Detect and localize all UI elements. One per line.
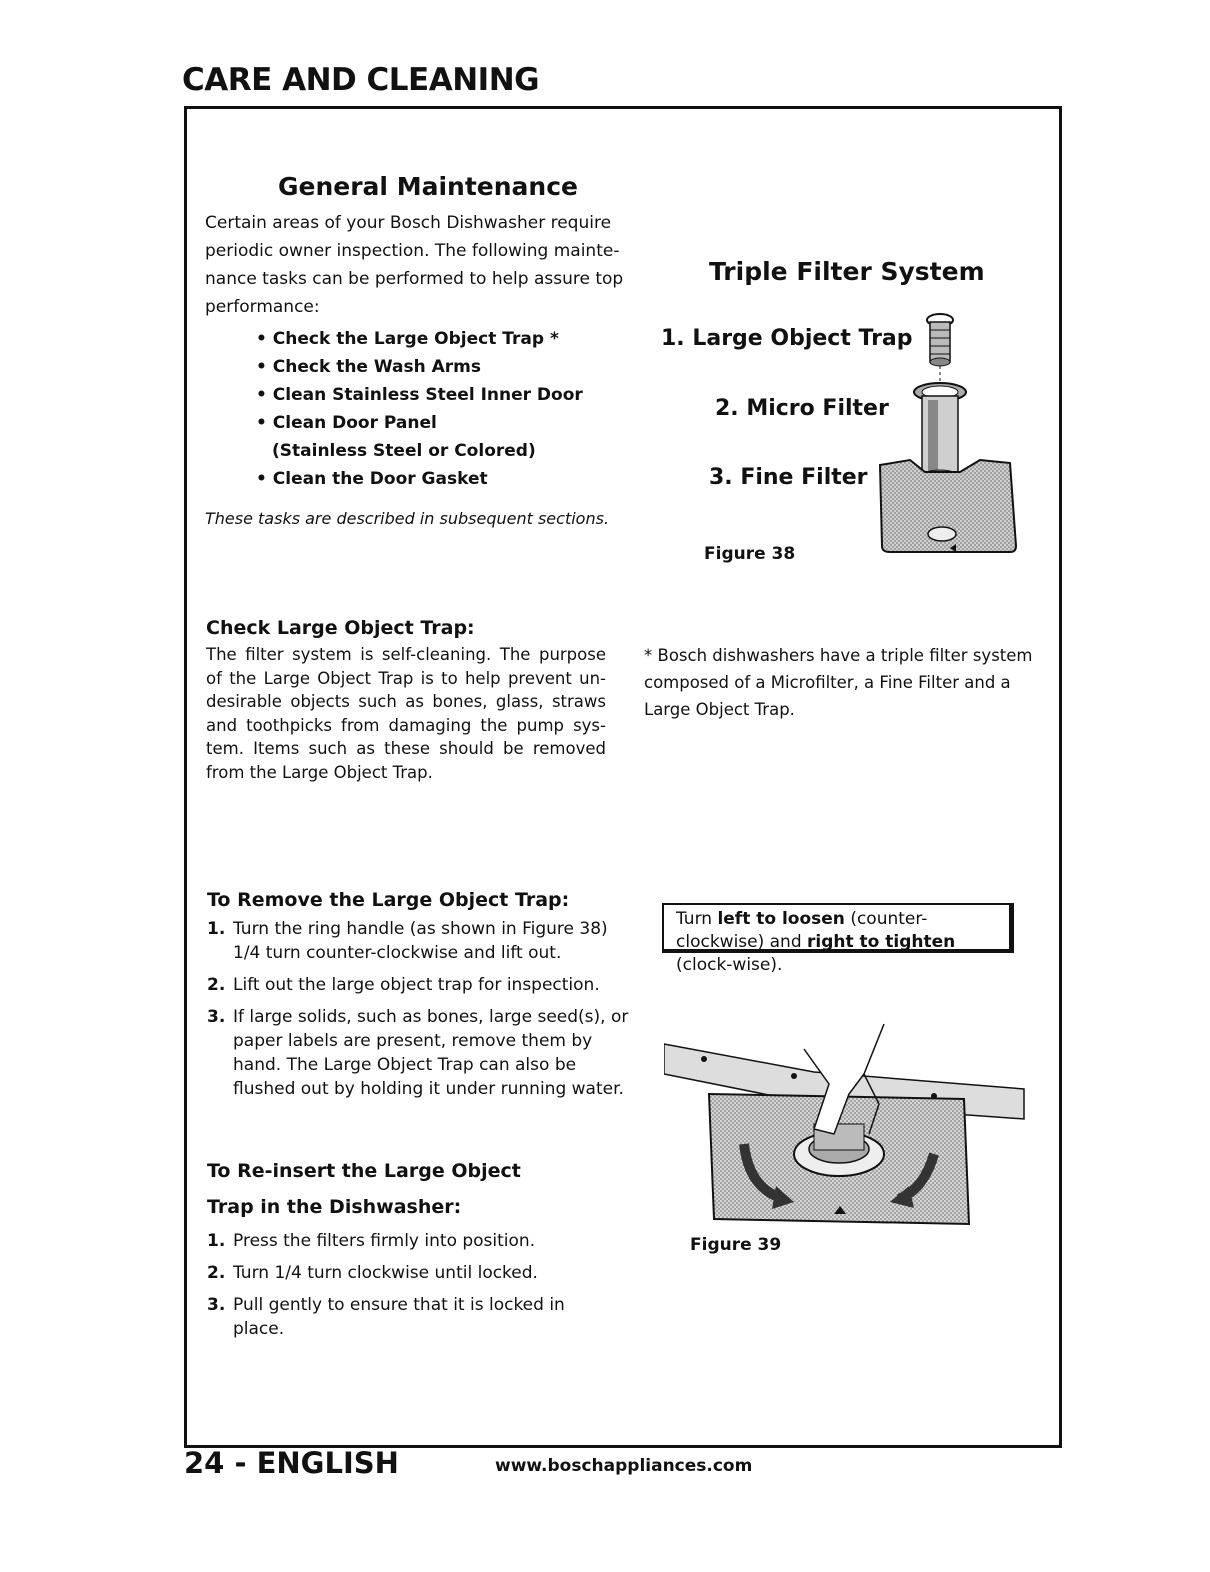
maintenance-task-list: [256, 325, 583, 493]
list-item: • Clean Door Panel: [256, 413, 437, 433]
figure-38-caption: Figure 38: [704, 544, 796, 564]
remove-trap-heading: To Remove the Large Object Trap:: [207, 889, 570, 911]
large-object-trap-icon: [927, 314, 953, 366]
list-item: • Clean Stainless Steel Inner Door: [256, 385, 583, 405]
list-item: 3. If large solids, such as bones, large seed(s), or paper labels are present, remove them by hand. The Large Object Trap can also be flushed out by holding it under running water.: [207, 1007, 629, 1099]
list-item: • Clean the Door Gasket: [256, 469, 488, 489]
tasks-note: These tasks are described in subsequent sections.: [205, 509, 610, 528]
turn-direction-tip: Turn left to loosen (counter-clockwise) and right to tighten (clock-wise).: [662, 903, 1014, 953]
remove-trap-illustration: [664, 1014, 1034, 1234]
figure-39-caption: Figure 39: [690, 1235, 782, 1255]
reinsert-heading-line1: To Re-insert the Large Object: [207, 1160, 521, 1182]
list-item: 2. Lift out the large object trap for inspection.: [207, 975, 600, 995]
page-number: 24 - ENGLISH: [184, 1446, 399, 1480]
list-item: 3. Pull gently to ensure that it is locked in place.: [207, 1295, 565, 1339]
general-maintenance-heading: General Maintenance: [278, 172, 578, 201]
check-trap-heading: Check Large Object Trap:: [206, 617, 475, 639]
list-item: • Check the Large Object Trap *: [256, 329, 559, 349]
filter-label-large-object-trap: 1. Large Object Trap: [661, 326, 913, 351]
list-item: 1. Turn the ring handle (as shown in Figure 38) 1/4 turn counter-clockwise and lift out.: [207, 919, 608, 963]
triple-filter-footnote: * Bosch dishwashers have a triple filter system composed of a Microfilter, a Fine Filter and a Large Object Trap.: [644, 646, 1033, 719]
filter-label-micro-filter: 2. Micro Filter: [715, 396, 889, 421]
triple-filter-illustration: [870, 300, 1030, 570]
filter-label-fine-filter: 3. Fine Filter: [709, 465, 868, 490]
micro-filter-icon: [914, 383, 966, 482]
fine-filter-icon: [880, 460, 1016, 552]
list-item: 2. Turn 1/4 turn clockwise until locked.: [207, 1263, 538, 1283]
reinsert-heading-line2: Trap in the Dishwasher:: [207, 1196, 462, 1218]
list-item: (Stainless Steel or Colored): [272, 441, 536, 461]
list-item: • Check the Wash Arms: [256, 357, 482, 377]
remove-steps: [207, 917, 639, 1101]
reinsert-steps: [207, 1229, 577, 1341]
triple-filter-heading: Triple Filter System: [709, 257, 985, 286]
general-intro: Certain areas of your Bosch Dishwasher require periodic owner inspection. The following mainte-nance tasks can be performed to help assure top performance:: [205, 213, 624, 317]
list-item: 1. Press the filters firmly into position.: [207, 1231, 536, 1251]
check-trap-body: The filter system is self-cleaning. The purpose of the Large Object Trap is to help prevent un-desirable objects such as bones, glass, straws and toothpicks from damaging the pump sys-tem. Items such as these should be removed from the Large Object Trap.: [206, 645, 606, 782]
website-url: www.boschappliances.com: [495, 1456, 753, 1476]
page-title: CARE AND CLEANING: [182, 62, 540, 98]
